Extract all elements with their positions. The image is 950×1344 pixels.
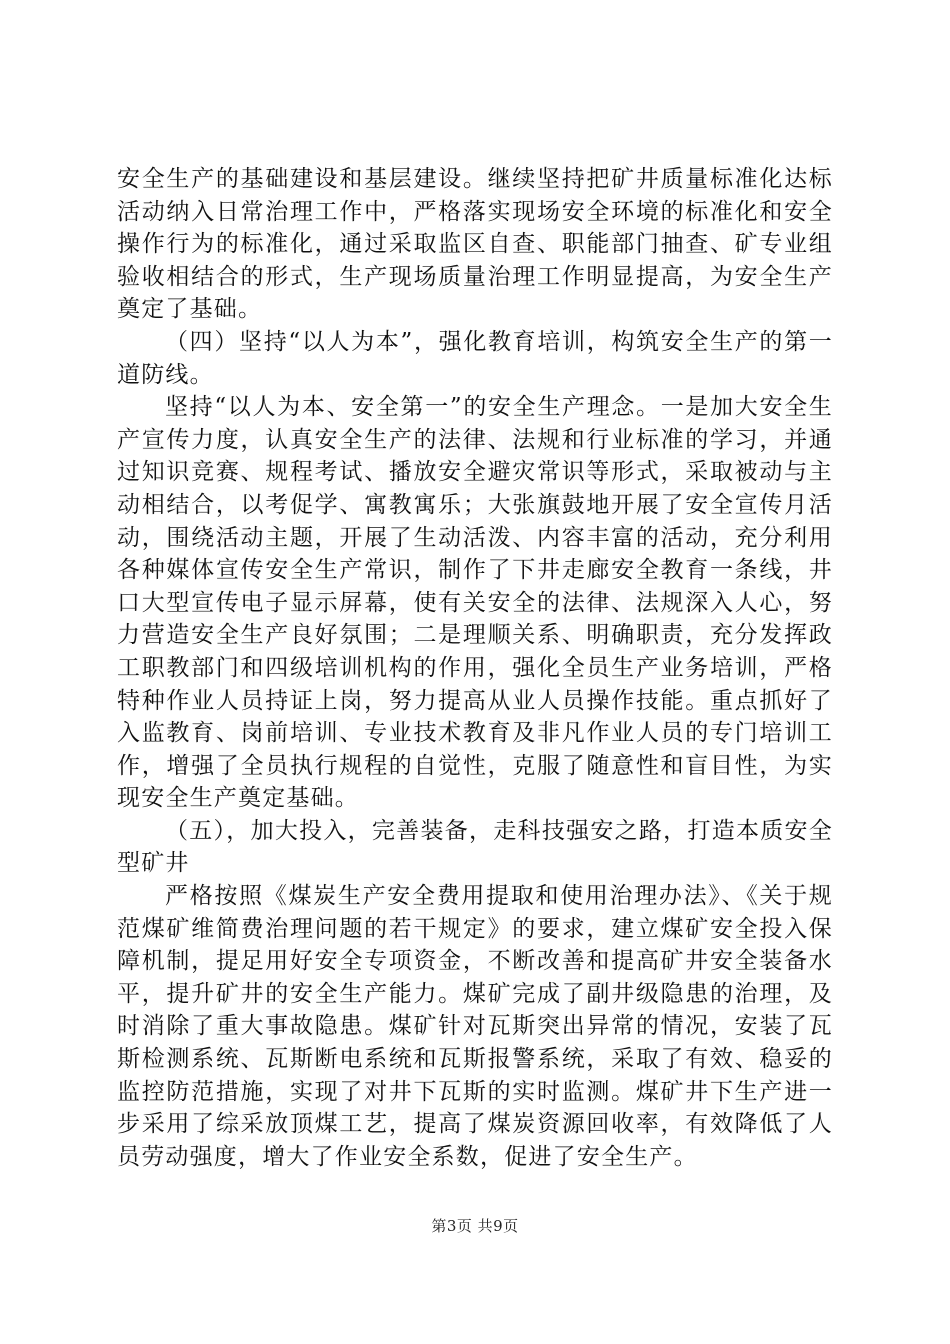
- paragraph-4-section-five-heading: （五），加大投入，完善装备，走科技强安之路，打造本质安全型矿井: [117, 817, 833, 877]
- paragraph-3: 坚持“以人为本、安全第一”的安全生产理念。一是加大安全生产宣传力度，认真安全生产的法律、法规和行业标准的学习，并通过知识竞赛、规程考试、播放安全避灾常识等形式，采取被动与主动相结合，以考促学、寓教寓乐；大张旗鼓地开展了安全宣传月活动，围绕活动主题，开展了生动活泼、内容丰富的活动，充分利用各种媒体宣传安全生产常识，制作了下井走廊安全教育一条线，井口大型宣传电子显示屏幕，使有关安全的法律、法规深入人心，努力营造安全生产良好氛围；二是理顺关系、明确职责，充分发挥政工职教部门和四级培训机构的作用，强化全员生产业务培训，严格特种作业人员持证上岗，努力提高从业人员操作技能。重点抓好了入监教育、岗前培训、专业技术教育及非凡作业人员的专门培训工作，增强了全员执行规程的自觉性，克服了随意性和盲目性，为实现安全生产奠定基础。: [117, 394, 833, 812]
- paragraph-5: 严格按照《煤炭生产安全费用提取和使用治理办法》、《关于规范煤矿维简费治理问题的若干规定》的要求，建立煤矿安全投入保障机制，提足用好安全专项资金，不断改善和提高矿井安全装备水平，提升矿井的安全生产能力。煤矿完成了副井级隐患的治理，及时消除了重大事故隐患。煤矿针对瓦斯突出异常的情况，安装了瓦斯检测系统、瓦斯断电系统和瓦斯报警系统，采取了有效、稳妥的监控防范措施，实现了对井下瓦斯的实时监测。煤矿井下生产进一步采用了综采放顶煤工艺，提高了煤炭资源回收率，有效降低了人员劳动强度，增大了作业安全系数，促进了安全生产。: [117, 883, 833, 1170]
- paragraph-1: 安全生产的基础建设和基层建设。继续坚持把矿井质量标准化达标活动纳入日常治理工作中，严格落实现场安全环境的标准化和安全操作行为的标准化，通过采取监区自查、职能部门抽查、矿专业组验收相结合的形式，生产现场质量治理工作明显提高，为安全生产奠定了基础。: [117, 166, 833, 323]
- page-number-footer: 第3页 共9页: [431, 1217, 519, 1235]
- paragraph-2-section-four-heading: （四）坚持“以人为本”，强化教育培训，构筑安全生产的第一道防线。: [117, 328, 833, 388]
- document-body: [117, 163, 833, 1173]
